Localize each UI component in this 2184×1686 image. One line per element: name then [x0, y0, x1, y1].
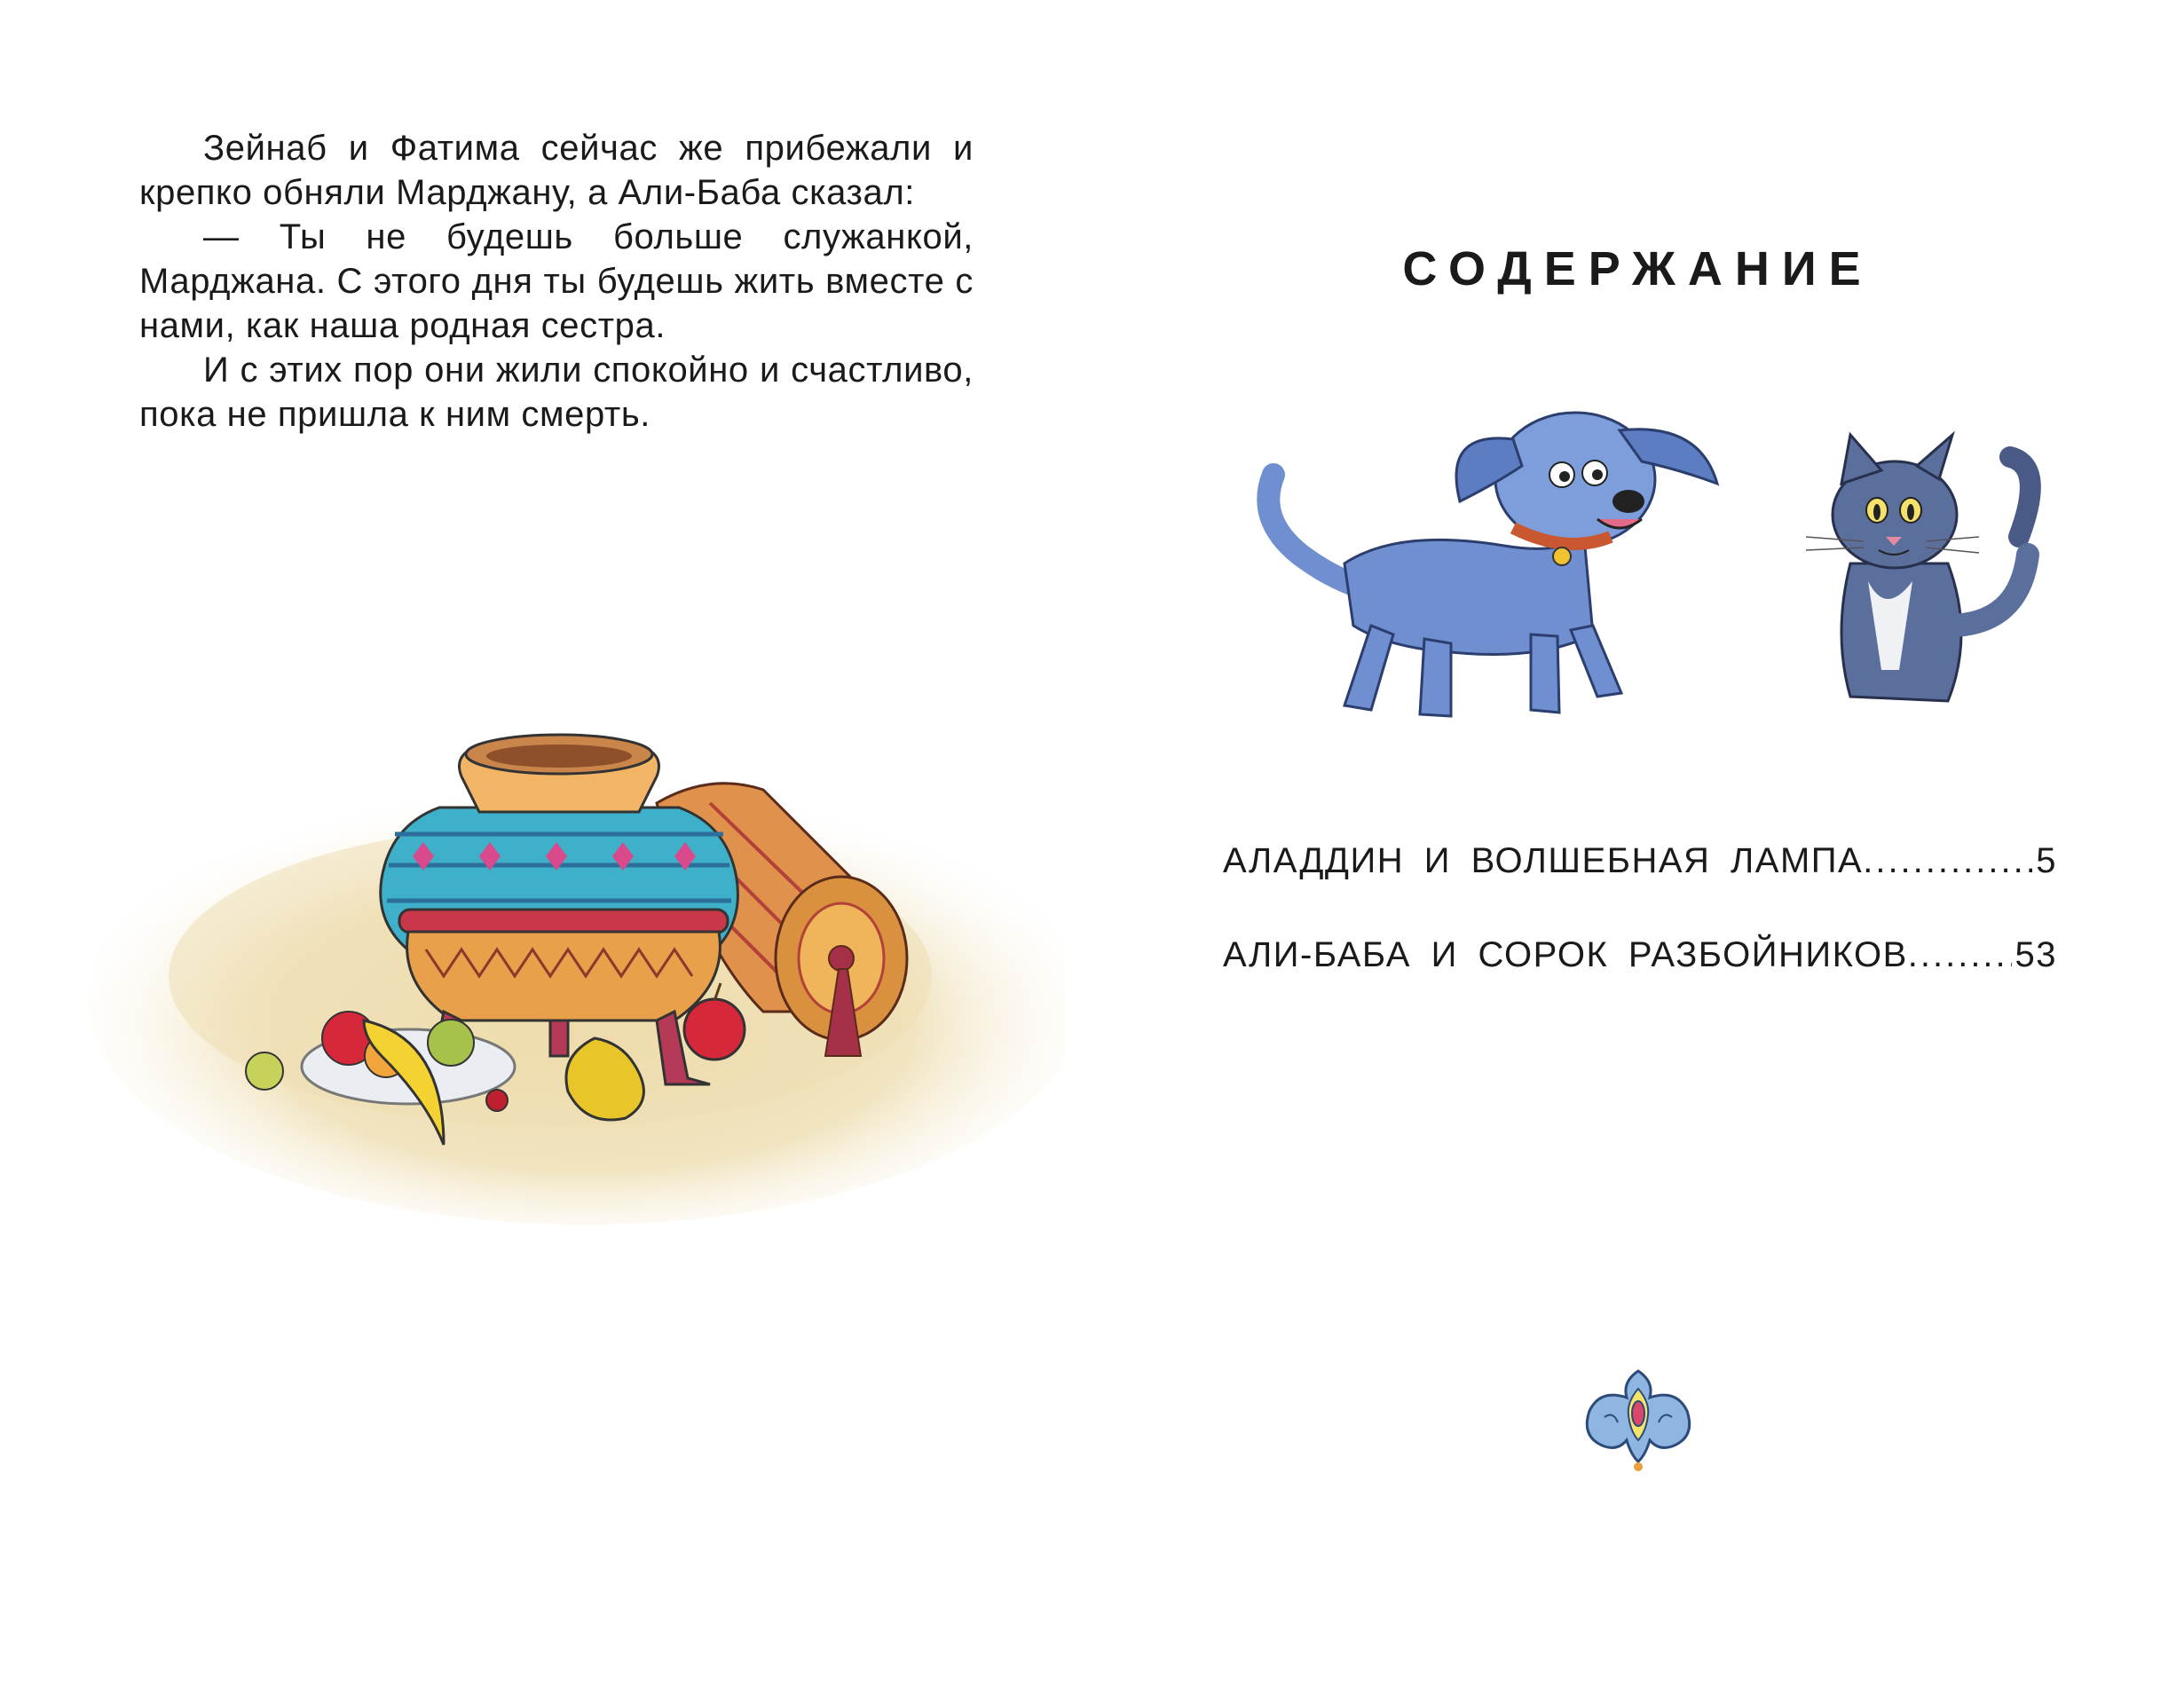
toc-entry[interactable]: [1223, 935, 2057, 989]
contents-heading: СОДЕРЖАНИЕ: [1402, 242, 1873, 295]
toc-entry-page: 53: [2014, 935, 2057, 974]
story-paragraph: И с этих пор они жили спокойно и счастливо, пока не пришла к ним смерть.: [139, 351, 974, 434]
pot-and-fruit-illustration: [89, 683, 1065, 1251]
blue-dog: [1268, 413, 1717, 716]
table-of-contents: [1223, 841, 2057, 1029]
dog-and-cat-illustration: [1238, 404, 2184, 759]
right-page: [1092, 0, 2184, 1686]
story-paragraph: — Ты не будешь больше служанкой, Марджана. С этого дня ты будешь жить вместе с нами, как наша родная сестра.: [139, 217, 974, 345]
grey-cat: [1806, 435, 2030, 701]
ornament-icon: [1573, 1362, 1703, 1472]
story-paragraph: Зейнаб и Фатима сейчас же прибежали и крепко обняли Марджану, а Али-Баба сказал:: [139, 129, 974, 212]
cherry: [486, 1090, 508, 1111]
story-text: [139, 126, 974, 437]
toc-leader-dots: [1863, 841, 2032, 881]
toc-entry-title: АЛИ-БАБА И СОРОК РАЗБОЙНИКОВ: [1223, 935, 1908, 974]
toc-leader-dots: [1908, 935, 2012, 975]
toc-entry[interactable]: [1223, 841, 2057, 894]
toc-entry-page: 5: [2036, 841, 2057, 880]
toc-entry-title: АЛАДДИН И ВОЛШЕБНАЯ ЛАМПА: [1223, 841, 1864, 880]
